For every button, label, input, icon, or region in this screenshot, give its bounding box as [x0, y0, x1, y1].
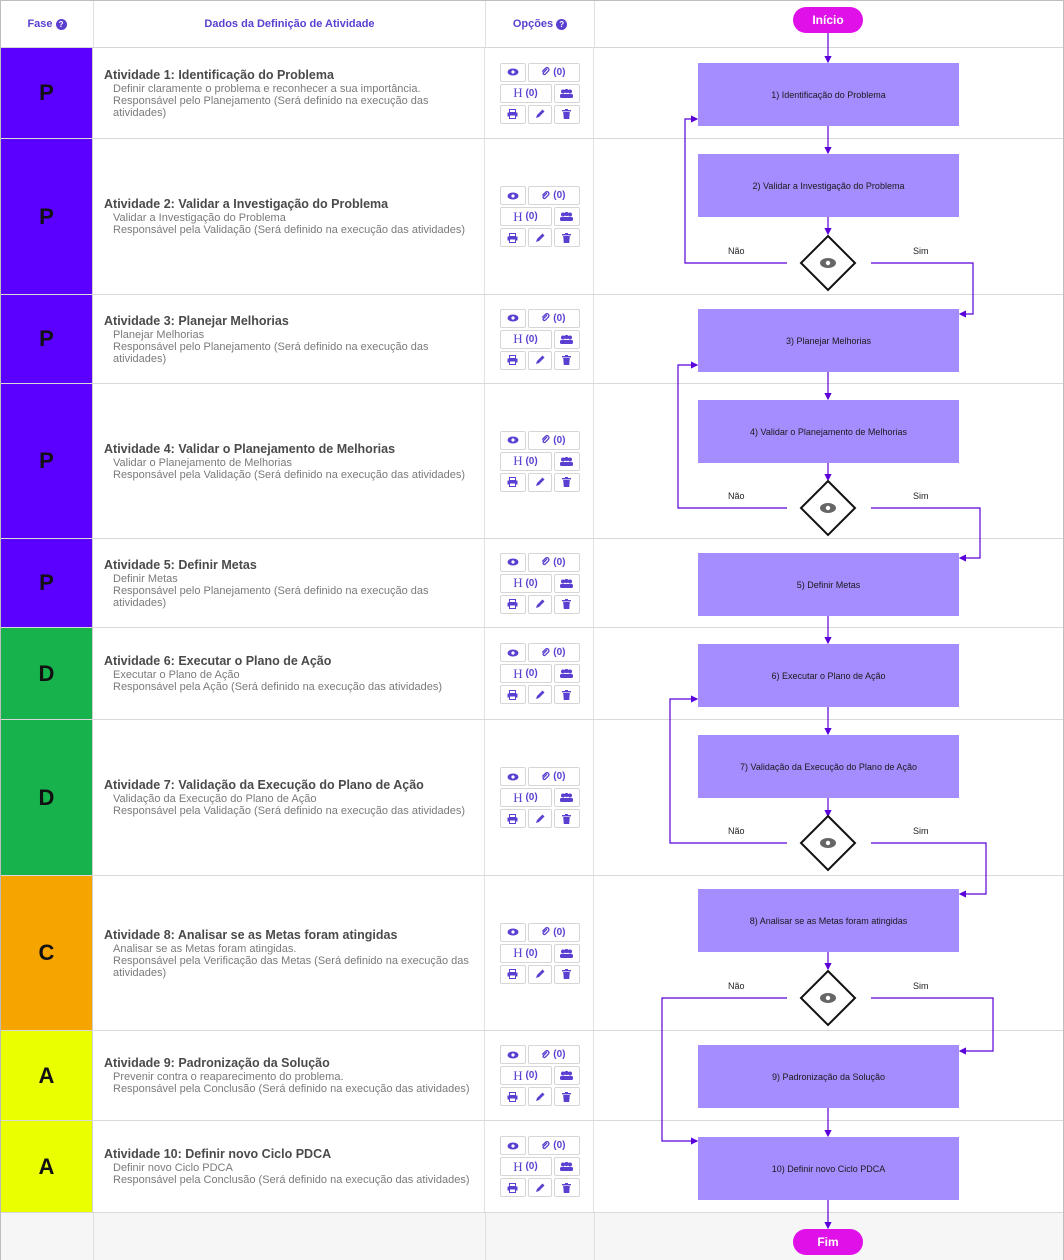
attachments-count: (0) [553, 647, 566, 658]
activity-title: Atividade 8: Analisar se as Metas foram atingidas [104, 927, 398, 942]
activity-responsible: Responsável pelo Planejamento (Será definido na execução das atividades) [113, 584, 429, 609]
phase-letter: C [38, 940, 55, 965]
activity-description: Validar a Investigação do Problema [113, 212, 286, 224]
history-icon: H [513, 945, 523, 960]
phase-letter: A [38, 1062, 55, 1088]
attachments-count: (0) [553, 190, 566, 201]
flow-connector [871, 843, 986, 894]
activity-title: Atividade 3: Planejar Melhorias [104, 313, 289, 328]
activity-title: Atividade 9: Padronização da Solução [104, 1056, 330, 1070]
history-count: (0) [525, 1161, 538, 1172]
attachments-count: (0) [553, 1140, 566, 1151]
no-label: Não [728, 981, 745, 991]
flow-step[interactable]: 5) Definir Metas [698, 553, 959, 616]
history-icon: H [513, 665, 523, 681]
attachments-count: (0) [553, 1049, 566, 1060]
activity-responsible: Responsável pela Ação (Será definido na execução das atividades) [113, 681, 442, 693]
start-node[interactable]: Início [793, 7, 863, 33]
activity-title: Atividade 1: Identificação do Problema [104, 67, 334, 82]
activity-responsible: Responsável pela Validação (Será definido na execução das atividades) [113, 805, 466, 817]
activity-description: Definir novo Ciclo PDCA [113, 1162, 233, 1174]
activity-responsible: Responsável pela Conclusão (Será definido na execução das atividades) [113, 1174, 470, 1186]
phase-letter: P [39, 326, 54, 351]
yes-label: Sim [913, 491, 929, 501]
yes-label: Sim [913, 246, 929, 256]
history-icon: H [513, 208, 523, 224]
phase-letter: D [38, 784, 55, 810]
yes-label: Sim [913, 981, 929, 991]
flow-step[interactable]: 6) Executar o Plano de Ação [698, 644, 959, 707]
history-count: (0) [525, 87, 538, 99]
activity-description: Executar o Plano de Ação [113, 669, 240, 681]
flow-step[interactable]: 2) Validar a Investigação do Problema [698, 154, 959, 217]
end-node[interactable]: Fim [793, 1229, 863, 1255]
flow-step[interactable]: 10) Definir novo Ciclo PDCA [698, 1137, 959, 1200]
activity-description: Prevenir contra o reaparecimento do problema. [113, 1071, 344, 1083]
activity-title: Atividade 10: Definir novo Ciclo PDCA [104, 1147, 332, 1161]
history-icon: H [513, 1067, 523, 1083]
history-count: (0) [525, 333, 538, 345]
history-icon: H [513, 331, 523, 346]
activity-description: Definir claramente o problema e reconhecer a sua importância. [113, 82, 421, 95]
flow-step[interactable]: 3) Planejar Melhorias [698, 309, 959, 372]
attachments-count: (0) [553, 556, 566, 568]
history-icon: H [513, 575, 523, 590]
phase-letter: P [39, 448, 54, 473]
attachments-count: (0) [553, 312, 566, 324]
activity-title: Atividade 4: Validar o Planejamento de Melhorias [104, 441, 396, 456]
flow-step[interactable]: 8) Analisar se as Metas foram atingidas [698, 889, 959, 952]
history-count: (0) [525, 792, 538, 803]
activity-responsible: Responsável pelo Planejamento (Será definido na execução das atividades) [113, 94, 429, 119]
activity-description: Planejar Melhorias [113, 328, 205, 341]
phase-letter: P [39, 570, 54, 595]
flow-connector [871, 263, 973, 314]
header-fase-label: Fase [27, 18, 53, 30]
history-count: (0) [525, 211, 538, 222]
history-count: (0) [525, 455, 538, 467]
history-count: (0) [525, 947, 538, 959]
phase-letter: P [39, 80, 54, 105]
activity-title: Atividade 6: Executar o Plano de Ação [104, 654, 332, 668]
activity-description: Analisar se as Metas foram atingidas. [113, 942, 297, 955]
flow-step[interactable]: 9) Padronização da Solução [698, 1045, 959, 1108]
attachments-count: (0) [553, 926, 566, 938]
history-count: (0) [525, 577, 538, 589]
phase-letter: A [38, 1153, 55, 1179]
activity-title: Atividade 5: Definir Metas [104, 557, 257, 572]
activity-responsible: Responsável pela Validação (Será definido na execução das atividades) [113, 224, 466, 236]
history-icon: H [513, 1158, 523, 1174]
flow-connector [871, 508, 980, 558]
activity-description: Validação da Execução do Plano de Ação [113, 793, 317, 805]
activity-responsible: Responsável pela Validação (Será definido na execução das atividades) [113, 468, 466, 481]
activity-responsible: Responsável pela Verificação das Metas (Será definido na execução das atividades) [113, 954, 469, 979]
header-dados-label: Dados da Definição de Atividade [204, 18, 375, 30]
no-label: Não [728, 826, 745, 836]
help-icon[interactable]: ? [56, 19, 67, 30]
activity-description: Definir Metas [113, 572, 178, 585]
history-icon: H [513, 789, 523, 805]
activity-description: Validar o Planejamento de Melhorias [113, 456, 292, 469]
flow-connector [871, 998, 993, 1051]
flow-step[interactable]: 4) Validar o Planejamento de Melhorias [698, 400, 959, 463]
eye-pupil [826, 841, 830, 845]
flow-step[interactable]: 1) Identificação do Problema [698, 63, 959, 126]
phase-letter: D [38, 660, 55, 686]
attachments-count: (0) [553, 66, 566, 78]
eye-pupil [826, 996, 830, 1000]
yes-label: Sim [913, 826, 929, 836]
no-label: Não [728, 246, 745, 256]
help-icon[interactable]: ? [556, 19, 567, 30]
activity-responsible: Responsável pelo Planejamento (Será definido na execução das atividades) [113, 340, 429, 365]
phase-letter: P [39, 203, 54, 229]
history-count: (0) [525, 1070, 538, 1081]
history-count: (0) [525, 668, 538, 679]
activity-title: Atividade 7: Validação da Execução do Plano de Ação [104, 778, 424, 792]
eye-pupil [826, 506, 830, 510]
eye-pupil [826, 261, 830, 265]
attachments-count: (0) [553, 434, 566, 446]
attachments-count: (0) [553, 771, 566, 782]
flow-step[interactable]: 7) Validação da Execução do Plano de Ação [698, 735, 959, 798]
activity-responsible: Responsável pela Conclusão (Será definido na execução das atividades) [113, 1083, 470, 1095]
history-icon: H [513, 453, 523, 468]
no-label: Não [728, 491, 745, 501]
activity-title: Atividade 2: Validar a Investigação do Problema [104, 197, 389, 211]
history-icon: H [513, 85, 523, 100]
header-opcoes-label: Opções [512, 18, 554, 30]
